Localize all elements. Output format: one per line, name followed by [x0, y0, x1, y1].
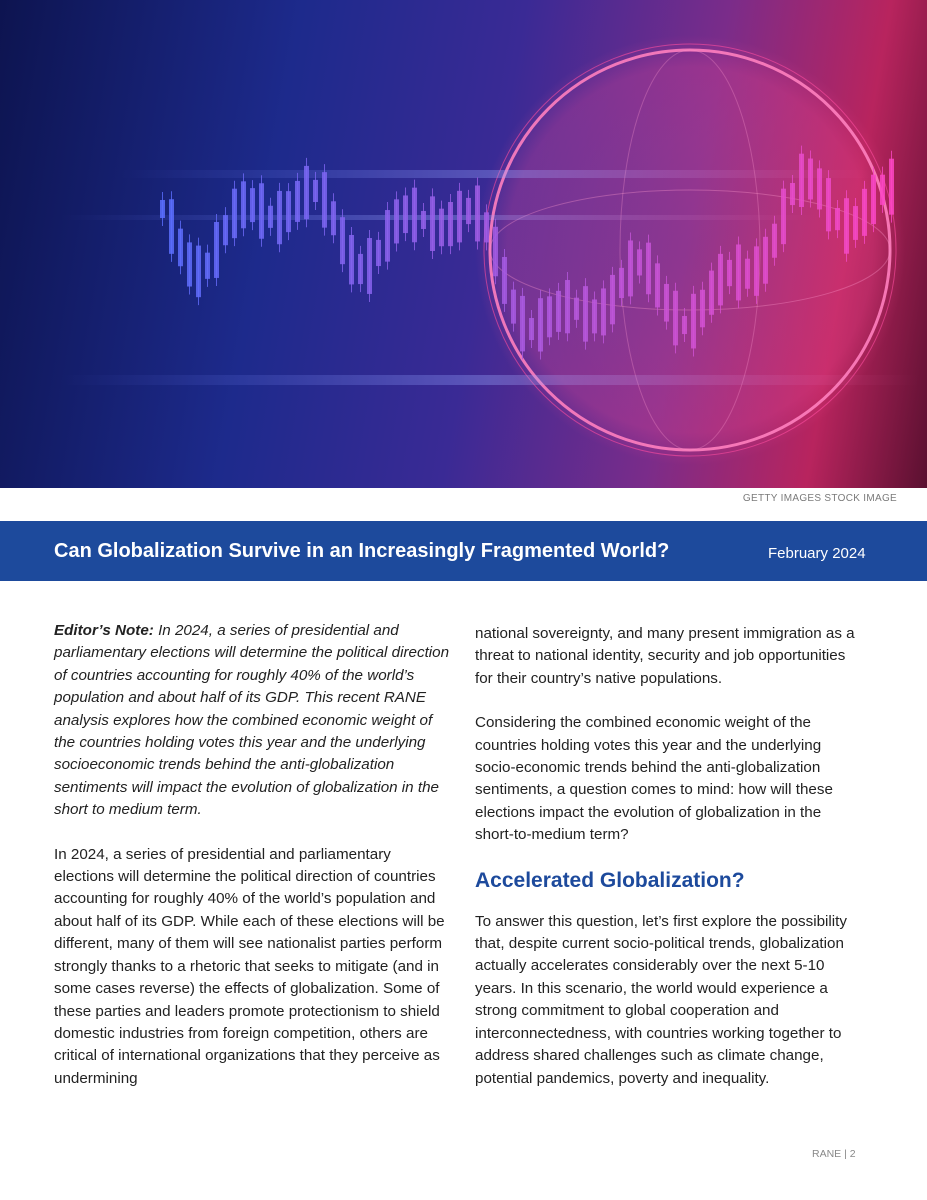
left-column [54, 620, 452, 1112]
globe-graphic [475, 35, 905, 465]
publication-date: February 2024 [768, 545, 866, 562]
body-paragraph-3: To answer this question, let’s first explore the possibility that, despite current socio-political trends, globalization actually accelerates considerably over the next 5-10 years. In this scenario, the world would experience a strong commitment to global cooperation and interconnectedness, with countries working together to address shared challenges such as climate change, potential pandemics, poverty and inequality. [475, 912, 847, 1087]
editors-note-text: In 2024, a series of presidential and parliamentary elections will determine the political direction of countries accounting for roughly 40% of the world’s population and about half of its GDP. This recent RANE analysis explores how the combined economic weight of the countries holding votes this year and the underlying socioeconomic trends behind the anti-globalization sentiments will impact the evolution of globalization in the short to medium term. [54, 622, 450, 819]
editors-note-label: Editor’s Note: [54, 622, 154, 639]
right-column [475, 620, 860, 1112]
body-paragraph-1: In 2024, a series of presidential and parliamentary elections will determine the political direction of countries accounting for roughly 40% of the world’s population and about half of its GDP. While each of these elections will be different, many of them will see nationalist parties perform strongly thanks to a rhetoric that seeks to mitigate (and in some cases reverse) the effects of globalization. Some of these parties and leaders promote protectionism to shield domestic industries from foreign competition, others are critical of international organizations that they perceive as undermining [54, 845, 445, 1087]
section-heading: Accelerated Globalization? [475, 868, 745, 892]
body-paragraph-1-continued: national sovereignty, and many present immigration as a threat to national identity, security and job opportunities for their country’s native populations. [475, 625, 855, 687]
editors-note [54, 620, 452, 822]
image-credit: GETTY IMAGES STOCK IMAGE [742, 493, 897, 504]
title-banner [0, 521, 927, 581]
page-title: Can Globalization Survive in an Increasingly Fragmented World? [54, 540, 670, 562]
hero-image [0, 0, 927, 488]
body-paragraph-2: Considering the combined economic weight of the countries holding votes this year and the underlying socio-economic trends behind the anti-globalization sentiments, a question comes to mind: how will these elections impact the evolution of globalization in the short-to-medium term? [475, 714, 833, 844]
page-footer: RANE | 2 [812, 1148, 856, 1160]
hero-illustration [0, 0, 927, 488]
